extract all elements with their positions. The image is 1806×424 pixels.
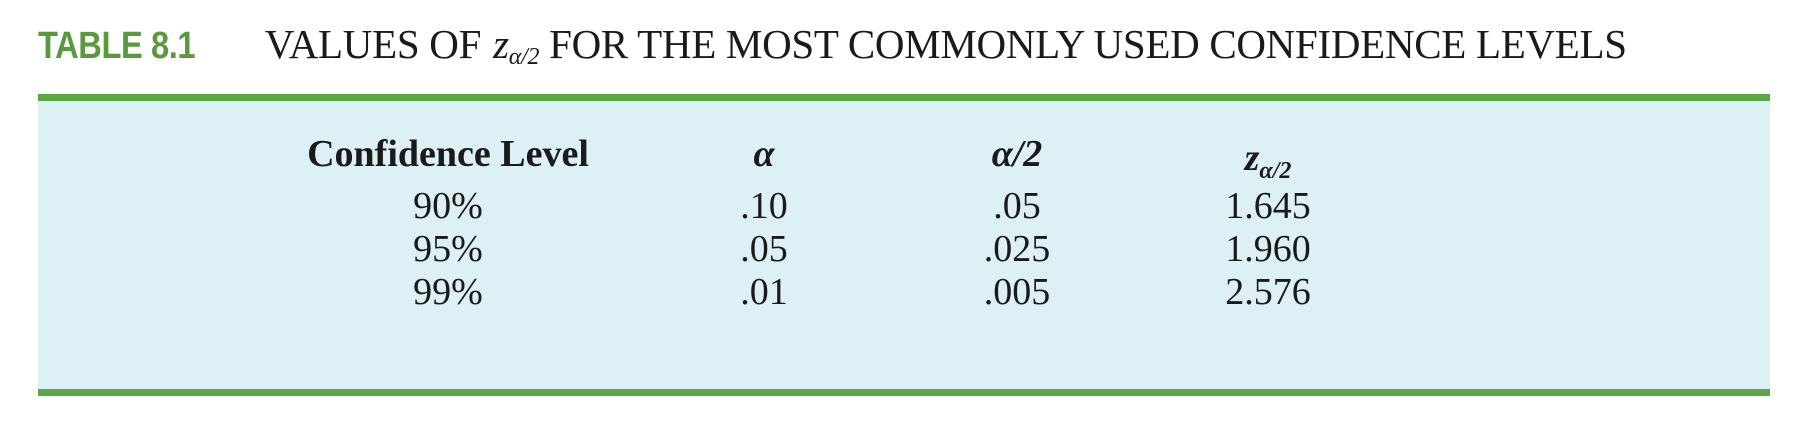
cell-alpha: .10 <box>740 185 788 227</box>
cell-z-value: 2.576 <box>1225 271 1311 313</box>
cell-confidence: 90% <box>413 185 483 227</box>
cell-confidence: 95% <box>413 228 483 270</box>
title-text-after: FOR THE MOST COMMONLY USED CONFIDENCE LEVELS <box>549 21 1627 67</box>
header-confidence-level: Confidence Level <box>307 133 589 175</box>
header-alpha-half: α/2 <box>991 133 1043 175</box>
cell-alpha-half: .025 <box>983 228 1051 270</box>
header-z-alpha-half: $z_{\alpha/2}$ <box>1244 137 1292 184</box>
table-title <box>265 20 1627 71</box>
header-alpha: α <box>753 133 775 175</box>
header-z-subscript: α/2 <box>1259 158 1292 184</box>
title-z-symbol: $z_{\alpha/2}$ <box>493 21 540 70</box>
cell-alpha: .05 <box>740 228 788 270</box>
cell-alpha-half: .005 <box>983 271 1051 313</box>
cell-z-value: 1.645 <box>1225 185 1311 227</box>
cell-z-value: 1.960 <box>1225 228 1311 270</box>
cell-alpha: .01 <box>740 271 788 313</box>
table-caption <box>38 20 1627 80</box>
cell-alpha-half: .05 <box>993 185 1041 227</box>
table-panel <box>38 94 1770 396</box>
cell-confidence: 99% <box>413 271 483 313</box>
table-number-label: TABLE 8.1 <box>38 25 196 67</box>
title-text-before: VALUES OF <box>264 21 482 67</box>
title-z-subscript: α/2 <box>508 44 540 70</box>
